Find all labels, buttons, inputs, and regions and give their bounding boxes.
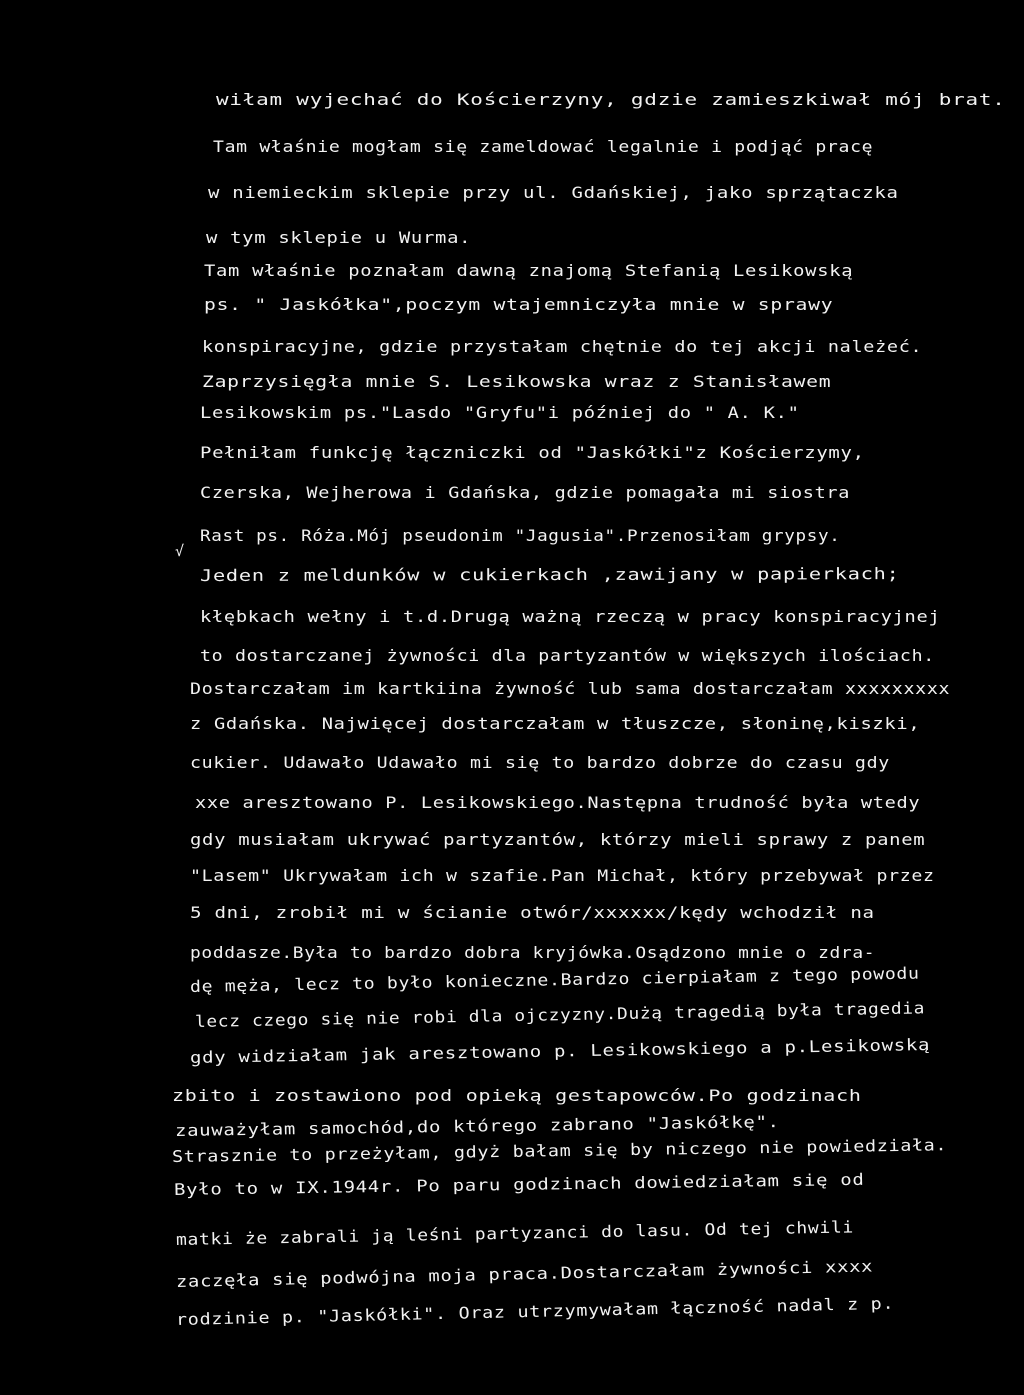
text-line: Tam właśnie mogłam się zameldować legalnie i podjąć pracę — [213, 137, 874, 156]
text-line: Strasznie to przeżyłam, gdyż bałam się by niczego nie powiedziała. — [171, 1135, 948, 1166]
text-line: poddasze.Była to bardzo dobra kryjówka.Osądzono mnie o zdra- — [190, 943, 876, 962]
text-line: dę męża, lecz to było konieczne.Bardzo cierpiałam z tego powodu — [189, 963, 920, 996]
text-line: Rast ps. Róża.Mój pseudonim "Jagusia".Przenosiłam grypsy. — [200, 526, 841, 545]
text-line: lecz czego się nie robi dla ojczyzny.Dużą tragedią była tragedia — [194, 998, 926, 1031]
text-line: to dostarczanej żywności dla partyzantów w większych ilościach. — [200, 646, 935, 665]
text-line: Było to w IX.1944r. Po paru godzinach dowiedziałam się od — [173, 1169, 865, 1199]
text-line: xxe aresztowano P. Lesikowskiego.Następna trudność była wtedy — [195, 793, 921, 812]
text-line: matki że zabrali ją leśni partyzanci do lasu. Od tej chwili — [175, 1217, 855, 1249]
text-line: Lesikowskim ps."Lasdo "Gryfu"i później do " A. K." — [200, 403, 800, 422]
text-line: Dostarczałam im kartkiina żywność lub sama dostarczałam xxxxxxxxx — [190, 679, 951, 698]
text-line: 5 dni, zrobił mi w ścianie otwór/xxxxxx/kędy wchodził na — [190, 903, 875, 922]
text-line: cukier. Udawało Udawało mi się to bardzo dobrze do czasu gdy — [190, 753, 890, 772]
text-line: w niemieckim sklepie przy ul. Gdańskiej, jako sprzątaczka — [208, 183, 899, 202]
text-line: gdy musiałam ukrywać partyzantów, którzy mieli sprawy z panem — [190, 830, 926, 849]
text-line: "Lasem" Ukrywałam ich w szafie.Pan Michał, który przebywał przez — [190, 866, 935, 885]
text-line: z Gdańska. Najwięcej dostarczałam w tłuszcze, słoninę,kiszki, — [190, 714, 921, 733]
text-line: w tym sklepie u Wurma. — [206, 228, 472, 247]
text-line: gdy widziałam jak aresztowano p. Lesikowskiego a p.Lesikowską — [189, 1034, 931, 1067]
text-line: Czerska, Wejherowa i Gdańska, gdzie pomagała mi siostra — [200, 483, 851, 502]
text-line: ps. " Jaskółka",poczym wtajemniczyła mnie w sprawy — [204, 295, 834, 314]
text-line: zauważyłam samochód,do którego zabrano "Jaskółkę". — [174, 1112, 780, 1140]
text-line: wiłam wyjechać do Kościerzyny, gdzie zamieszkiwał mój brat. — [216, 90, 1006, 109]
text-line: Pełniłam funkcję łączniczki od "Jaskółki"z Kościerzymy, — [200, 443, 865, 462]
text-line: konspiracyjne, gdzie przystałam chętnie do tej akcji należeć. — [202, 337, 923, 356]
margin-checkmark: √ — [175, 542, 185, 560]
text-line: zbito i zostawiono pod opieką gestapowców.Po godzinach — [172, 1086, 862, 1105]
text-line: zaczęła się podwójna moja praca.Dostarczałam żywności xxxx — [175, 1256, 874, 1291]
text-line: Zaprzysięgła mnie S. Lesikowska wraz z Stanisławem — [202, 372, 832, 391]
text-line: Jeden z meldunków w cukierkach ,zawijany w papierkach; — [199, 564, 900, 585]
text-line: Tam właśnie poznałam dawną znajomą Stefanią Lesikowską — [204, 261, 854, 280]
text-line: rodzinie p. "Jaskółki". Oraz utrzymywałam łączność nadal z p. — [175, 1293, 895, 1329]
text-line: kłębkach wełny i t.d.Drugą ważną rzeczą w pracy konspiracyjnej — [200, 607, 941, 626]
